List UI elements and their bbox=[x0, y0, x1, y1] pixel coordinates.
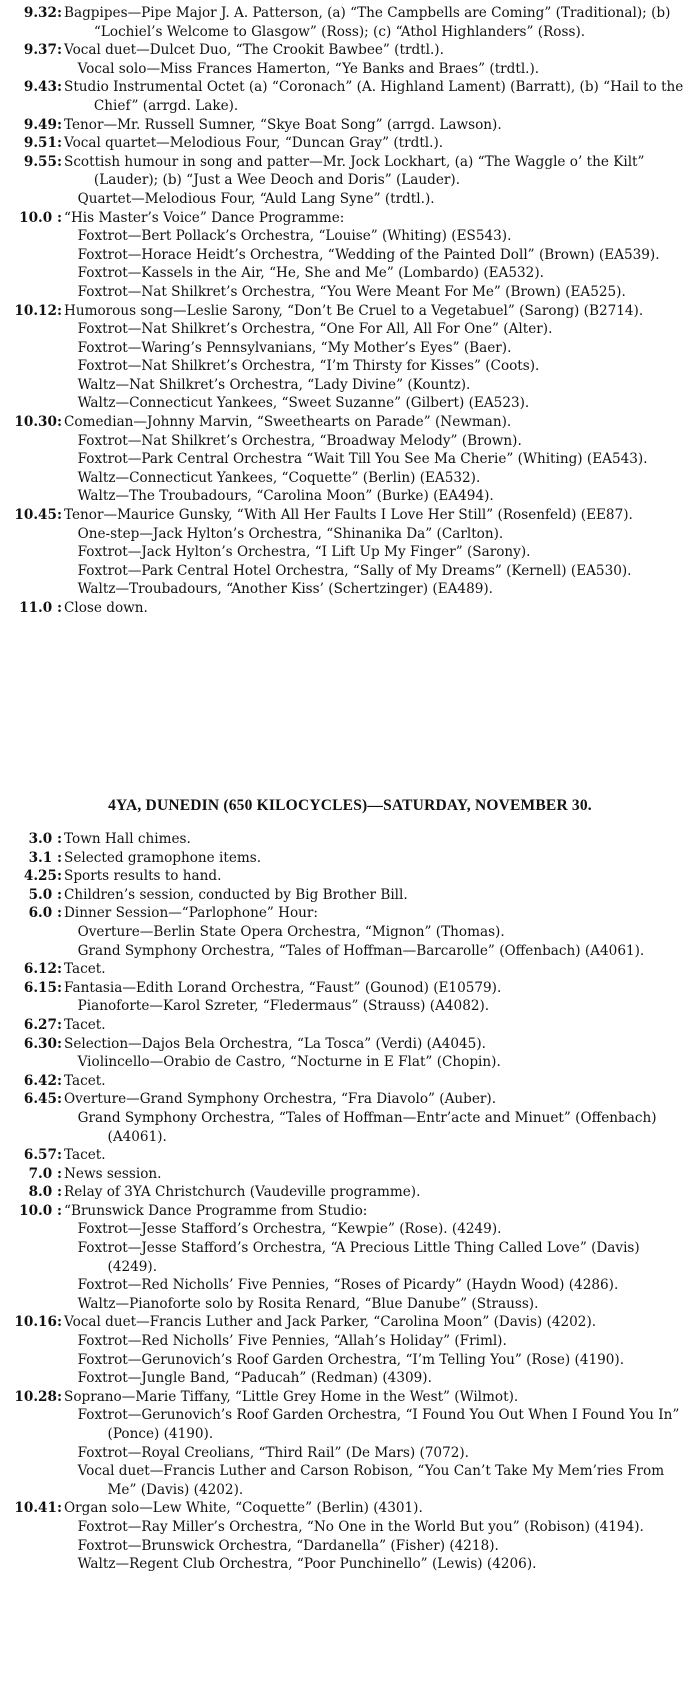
entry-item: Foxtrot—Jack Hylton’s Orchestra, “I Lift Up My Finger” (Sarony). bbox=[77, 544, 531, 561]
entry-body bbox=[64, 1146, 700, 1165]
entry-body bbox=[64, 1165, 700, 1184]
programme-entry bbox=[0, 302, 700, 414]
entry-item: Vocal duet—Francis Luther and Carson Robison, “You Can’t Take My Mem’ries From Me” (Davis) (4202). bbox=[77, 1463, 665, 1498]
entry-item: Foxtrot—Nat Shilkret’s Orchestra, “You Were Meant For Me” (Brown) (EA525). bbox=[77, 283, 626, 300]
entry-item: Relay of 3YA Christchurch (Vaudeville programme). bbox=[64, 1184, 421, 1201]
programme-entry bbox=[0, 1016, 700, 1035]
programme-entry bbox=[0, 1146, 700, 1165]
programme-entry bbox=[0, 506, 700, 599]
entry-time: 10.28: bbox=[14, 1388, 62, 1405]
entry-item: Quartet—Melodious Four, “Auld Lang Syne” (trdtl.). bbox=[77, 190, 435, 207]
entry-body bbox=[64, 849, 700, 868]
entry-item: Tenor—Maurice Gunsky, “With All Her Faults I Love Her Still” (Rosenfeld) (EE87). bbox=[64, 507, 633, 524]
programme-entry bbox=[0, 867, 700, 886]
entry-item: Scottish humour in song and patter—Mr. Jock Lockhart, (a) “The Waggle o’ the Kilt” (Lauder); (b) “Just a Wee Deoch and Doris” (Lauder). bbox=[64, 153, 645, 189]
entry-item: Foxtrot—Jesse Stafford’s Orchestra, “A Precious Little Thing Called Love” (Davis) (4249). bbox=[77, 1240, 640, 1275]
entry-item: Waltz—Connecticut Yankees, “Coquette” (Berlin) (EA532). bbox=[77, 469, 481, 486]
entry-item: Violincello—Orabio de Castro, “Nocturne in E Flat” (Chopin). bbox=[77, 1054, 501, 1071]
entry-item: Vocal duet—Dulcet Duo, “The Crookit Bawbee” (trdtl.). bbox=[64, 42, 444, 59]
entry-time: 10.12: bbox=[14, 302, 62, 319]
entry-time: 3.1 : bbox=[28, 849, 62, 866]
entry-item: “Brunswick Dance Programme from Studio: bbox=[64, 1202, 368, 1219]
entry-time: 9.55: bbox=[23, 153, 62, 170]
programme-entry bbox=[0, 413, 700, 506]
entry-time: 10.0 : bbox=[19, 1202, 62, 1219]
entry-item: Tacet. bbox=[64, 1072, 106, 1089]
entry-item: Tenor—Mr. Russell Sumner, “Skye Boat Song” (arrgd. Lawson). bbox=[64, 116, 502, 133]
entry-item: Waltz—Regent Club Orchestra, “Poor Punchinello” (Lewis) (4206). bbox=[77, 1556, 537, 1573]
entry-time: 9.37: bbox=[23, 42, 62, 59]
entry-time: 9.51: bbox=[23, 135, 62, 152]
entry-item: Foxtrot—Nat Shilkret’s Orchestra, “One For All, All For One” (Alter). bbox=[77, 321, 553, 338]
entry-body bbox=[64, 960, 700, 979]
entry-item: Foxtrot—Red Nicholls’ Five Pennies, “Roses of Picardy” (Haydn Wood) (4286). bbox=[77, 1277, 619, 1294]
entry-time: 6.12: bbox=[23, 961, 62, 978]
entry-body bbox=[64, 41, 700, 78]
entry-time: 6.0 : bbox=[28, 905, 62, 922]
entry-time: 10.0 : bbox=[19, 209, 62, 226]
entry-time: 6.27: bbox=[23, 1016, 62, 1033]
entry-time: 9.49: bbox=[23, 116, 62, 133]
programme-entry bbox=[0, 1035, 700, 1072]
programme-entry bbox=[0, 960, 700, 979]
entry-item: Soprano—Marie Tiffany, “Little Grey Home in the West” (Wilmot). bbox=[64, 1388, 519, 1405]
entry-time: 10.30: bbox=[14, 414, 62, 431]
programme-entry bbox=[0, 41, 700, 78]
entry-item: Tacet. bbox=[64, 1016, 106, 1033]
entry-time: 6.30: bbox=[23, 1035, 62, 1052]
entry-item: News session. bbox=[64, 1165, 162, 1182]
entry-time: 4.25: bbox=[23, 868, 62, 885]
entry-item: Foxtrot—Ray Miller’s Orchestra, “No One in the World But you” (Robison) (4194). bbox=[77, 1518, 644, 1535]
entry-item: Close down. bbox=[64, 600, 148, 616]
entry-time: 9.32: bbox=[23, 5, 62, 21]
entry-item: Waltz—Connecticut Yankees, “Sweet Suzanne” (Gilbert) (EA523). bbox=[77, 395, 530, 412]
entry-item: Waltz—Pianoforte solo by Rosita Renard, “Blue Danube” (Strauss). bbox=[77, 1295, 539, 1312]
entry-item: Grand Symphony Orchestra, “Tales of Hoffman—Barcarolle” (Offenbach) (A4061). bbox=[77, 942, 645, 959]
entry-item: One-step—Jack Hylton’s Orchestra, “Shinanika Da” (Carlton). bbox=[77, 525, 504, 542]
entry-item: Organ solo—Lew White, “Coquette” (Berlin) (4301). bbox=[64, 1500, 423, 1517]
entry-body bbox=[64, 979, 700, 1016]
entry-item: Town Hall chimes. bbox=[64, 831, 191, 847]
entry-time: 6.42: bbox=[23, 1072, 62, 1089]
entry-item: Selection—Dajos Bela Orchestra, “La Tosca” (Verdi) (A4045). bbox=[64, 1035, 486, 1052]
entry-body bbox=[64, 886, 700, 905]
entry-item: Tacet. bbox=[64, 961, 106, 978]
programme-entry bbox=[0, 904, 700, 960]
programme-entry bbox=[0, 1388, 700, 1500]
programme-entry bbox=[0, 1090, 700, 1146]
entry-body bbox=[64, 4, 700, 41]
entry-item: Foxtrot—Jesse Stafford’s Orchestra, “Kewpie” (Rose). (4249). bbox=[77, 1221, 502, 1238]
entry-body bbox=[64, 134, 700, 153]
entry-item: Foxtrot—Bert Pollack’s Orchestra, “Louise” (Whiting) (ES543). bbox=[77, 228, 512, 245]
entry-time: 5.0 : bbox=[28, 886, 62, 903]
entry-body bbox=[64, 1202, 700, 1314]
entry-item: “His Master’s Voice” Dance Programme: bbox=[64, 209, 345, 226]
entry-body bbox=[64, 867, 700, 886]
entry-item: Vocal duet—Francis Luther and Jack Parker, “Carolina Moon” (Davis) (4202). bbox=[64, 1314, 597, 1331]
programme-entry bbox=[0, 78, 700, 115]
programme-entry bbox=[0, 134, 700, 153]
programme-entry bbox=[0, 4, 700, 41]
entry-body bbox=[64, 506, 700, 599]
entry-item: Foxtrot—Park Central Hotel Orchestra, “Sally of My Dreams” (Kernell) (EA530). bbox=[77, 562, 632, 579]
entry-item: Overture—Berlin State Opera Orchestra, “Mignon” (Thomas). bbox=[77, 923, 505, 940]
entry-item: Grand Symphony Orchestra, “Tales of Hoffman—Entr’acte and Minuet” (Offenbach) (A4061). bbox=[77, 1109, 657, 1145]
entry-item: Foxtrot—Horace Heidt’s Orchestra, “Wedding of the Painted Doll” (Brown) (EA539). bbox=[77, 246, 660, 263]
entry-item: Vocal quartet—Melodious Four, “Duncan Gray” (trdtl.). bbox=[64, 135, 444, 152]
entry-item: Pianoforte—Karol Szreter, “Fledermaus” (Strauss) (A4082). bbox=[77, 998, 490, 1015]
entry-item: Foxtrot—Park Central Orchestra “Wait Till You See Ma Cherie” (Whiting) (EA543). bbox=[77, 451, 648, 468]
programme-entry bbox=[0, 886, 700, 905]
entry-body bbox=[64, 413, 700, 506]
entry-body bbox=[64, 1313, 700, 1387]
entry-time: 10.41: bbox=[14, 1500, 62, 1517]
programme-entry bbox=[0, 1183, 700, 1202]
entry-time: 3.0 : bbox=[28, 831, 62, 847]
entry-body bbox=[64, 1072, 700, 1091]
entry-body bbox=[64, 153, 700, 209]
entry-body bbox=[64, 209, 700, 302]
entry-body bbox=[64, 302, 700, 414]
entry-item: Foxtrot—Kassels in the Air, “He, She and Me” (Lombardo) (EA532). bbox=[77, 265, 544, 282]
entry-item: Foxtrot—Red Nicholls’ Five Pennies, “Allah’s Holiday” (Friml). bbox=[77, 1333, 507, 1350]
entry-body bbox=[64, 904, 700, 960]
entry-item: Foxtrot—Nat Shilkret’s Orchestra, “Broadway Melody” (Brown). bbox=[77, 432, 522, 449]
entry-time: 8.0 : bbox=[28, 1184, 62, 1201]
entry-time: 10.45: bbox=[14, 507, 62, 524]
entry-item: Foxtrot—Gerunovich’s Roof Garden Orchestra, “I Found You Out When I Found You In” (Ponce) (4190). bbox=[77, 1407, 680, 1442]
programme-entry bbox=[0, 1165, 700, 1184]
entry-item: Dinner Session—“Parlophone” Hour: bbox=[64, 905, 319, 922]
entry-item: Fantasia—Edith Lorand Orchestra, “Faust” (Gounod) (E10579). bbox=[64, 979, 502, 996]
entry-item: Comedian—Johnny Marvin, “Sweethearts on Parade” (Newman). bbox=[64, 414, 512, 431]
programme-entry bbox=[0, 1072, 700, 1091]
entry-item: Humorous song—Leslie Sarony, “Don’t Be Cruel to a Vegetabuel” (Sarong) (B2714). bbox=[64, 302, 644, 319]
entry-body bbox=[64, 1035, 700, 1072]
entry-body bbox=[64, 1183, 700, 1202]
programme-entry bbox=[0, 1313, 700, 1387]
entry-body bbox=[64, 1388, 700, 1500]
entry-item: Foxtrot—Jungle Band, “Paducah” (Redman) (4309). bbox=[77, 1370, 432, 1387]
entry-item: Sports results to hand. bbox=[64, 868, 222, 885]
programme-entry bbox=[0, 153, 700, 209]
entry-body bbox=[64, 1090, 700, 1146]
entry-body bbox=[64, 1016, 700, 1035]
programme-entry bbox=[0, 979, 700, 1016]
programme-entry bbox=[0, 116, 700, 135]
programme-entry bbox=[0, 599, 700, 618]
entry-item: Waltz—Nat Shilkret’s Orchestra, “Lady Divine” (Kountz). bbox=[77, 376, 471, 393]
entry-item: Studio Instrumental Octet (a) “Coronach” (A. Highland Lament) (Barratt), (b) “Hail to the Chief” (arrgd. Lake). bbox=[64, 79, 684, 114]
programme-continuation bbox=[0, 4, 700, 618]
programme-entry bbox=[0, 830, 700, 849]
entry-body bbox=[64, 599, 700, 618]
entry-body bbox=[64, 1499, 700, 1573]
entry-item: Foxtrot—Waring’s Pennsylvanians, “My Mother’s Eyes” (Baer). bbox=[77, 339, 512, 356]
entry-body bbox=[64, 830, 700, 849]
entry-item: Foxtrot—Nat Shilkret’s Orchestra, “I’m Thirsty for Kisses” (Coots). bbox=[77, 358, 540, 375]
programme-entry bbox=[0, 1202, 700, 1314]
entry-time: 10.16: bbox=[14, 1314, 62, 1331]
entry-item: Foxtrot—Brunswick Orchestra, “Dardanella” (Fisher) (4218). bbox=[77, 1537, 499, 1554]
entry-item: Vocal solo—Miss Frances Hamerton, “Ye Banks and Braes” (trdtl.). bbox=[77, 60, 540, 77]
entry-item: Tacet. bbox=[64, 1147, 106, 1164]
entry-item: Foxtrot—Royal Creolians, “Third Rail” (De Mars) (7072). bbox=[77, 1444, 469, 1461]
entry-body bbox=[64, 116, 700, 135]
programme-entry bbox=[0, 849, 700, 868]
entry-item: Bagpipes—Pipe Major J. A. Patterson, (a) “The Campbells are Coming” (Traditional); (b) “Lochiel’s Welcome to Glasgow” (Ross); (c) “Athol Highlanders” (Ross). bbox=[64, 5, 671, 40]
entry-time: 7.0 : bbox=[28, 1165, 62, 1182]
station-heading: 4YA, DUNEDIN (650 KILOCYCLES)—SATURDAY, NOVEMBER 30. bbox=[108, 797, 592, 814]
entry-item: Children’s session, conducted by Big Brother Bill. bbox=[64, 886, 408, 903]
entry-item: Foxtrot—Gerunovich’s Roof Garden Orchestra, “I’m Telling You” (Rose) (4190). bbox=[77, 1351, 625, 1368]
entry-time: 6.45: bbox=[23, 1091, 62, 1108]
entry-item: Waltz—Troubadours, “Another Kiss’ (Schertzinger) (EA489). bbox=[77, 581, 494, 598]
programme-entry bbox=[0, 209, 700, 302]
entry-item: Overture—Grand Symphony Orchestra, “Fra Diavolo” (Auber). bbox=[64, 1091, 497, 1108]
entry-item: Selected gramophone items. bbox=[64, 849, 262, 866]
entry-item: Waltz—The Troubadours, “Carolina Moon” (Burke) (EA494). bbox=[77, 488, 494, 505]
entry-time: 6.15: bbox=[23, 979, 62, 996]
entry-time: 11.0 : bbox=[19, 600, 62, 616]
entry-body bbox=[64, 78, 700, 115]
dunedin-programme bbox=[0, 830, 700, 1574]
entry-time: 6.57: bbox=[23, 1147, 62, 1164]
entry-time: 9.43: bbox=[23, 79, 62, 96]
programme-entry bbox=[0, 1499, 700, 1573]
